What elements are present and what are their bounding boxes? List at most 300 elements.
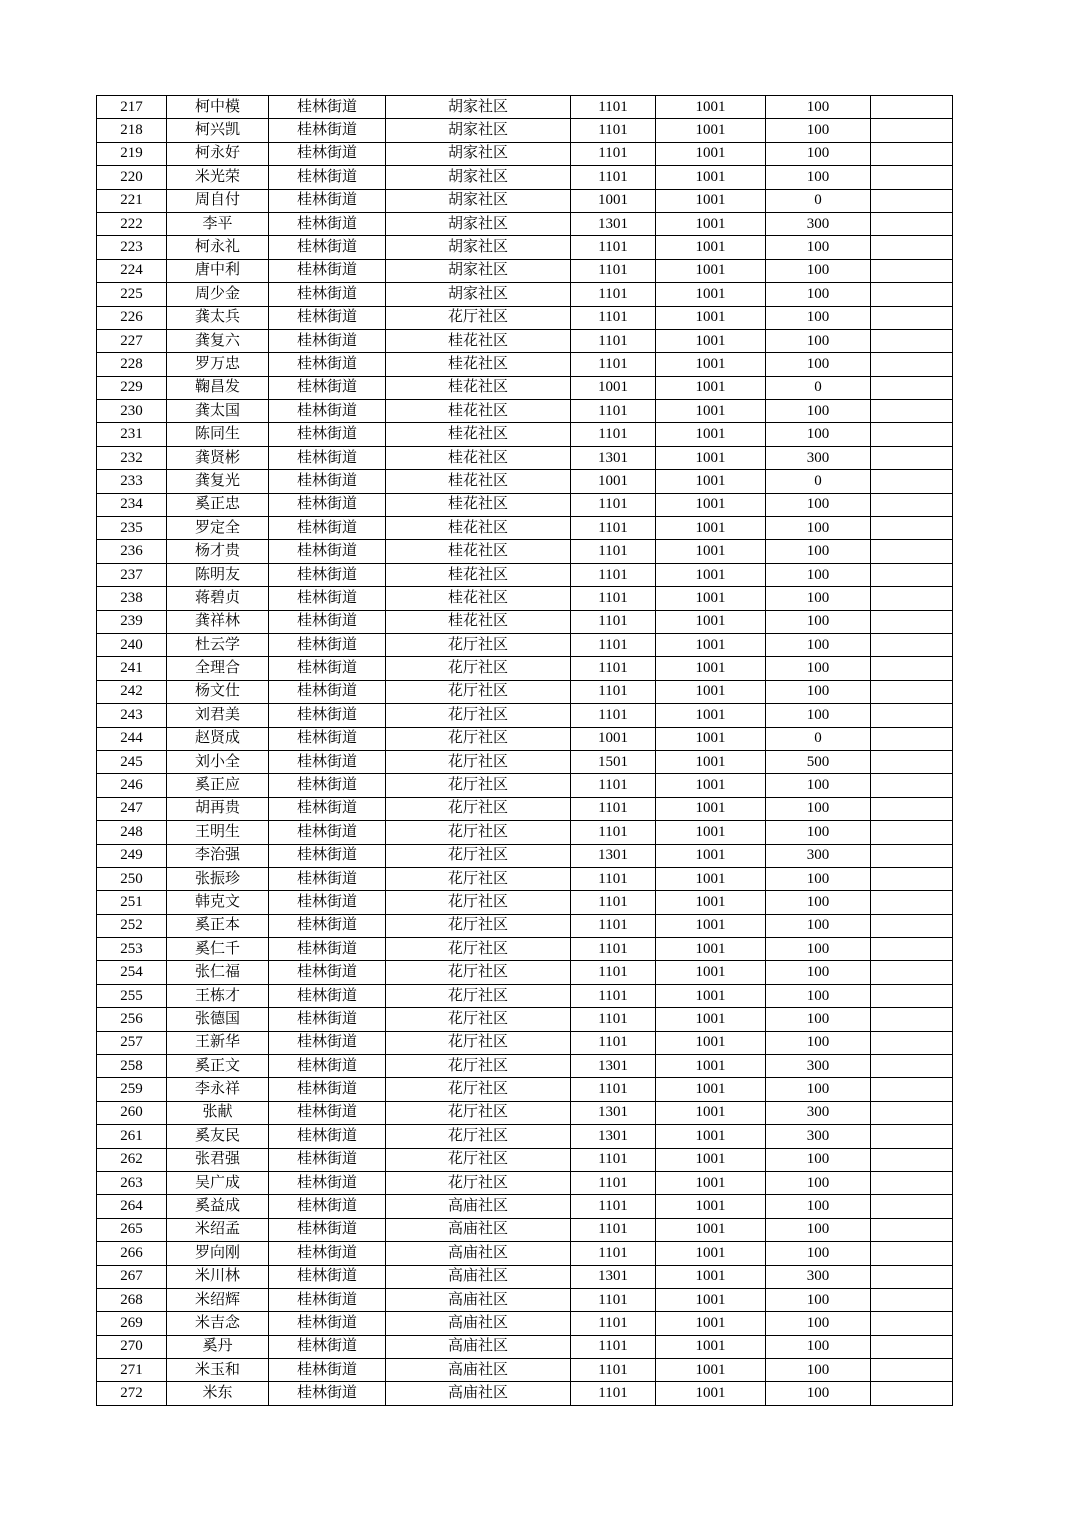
cell-code-a: 1101	[571, 119, 656, 142]
cell-name: 张德国	[167, 1008, 269, 1031]
cell-code-b: 1001	[656, 774, 766, 797]
cell-blank	[871, 1242, 953, 1265]
table-row	[97, 704, 953, 727]
cell-code-b: 1001	[656, 400, 766, 423]
cell-amount: 100	[766, 563, 871, 586]
cell-blank	[871, 657, 953, 680]
cell-street: 桂林街道	[269, 423, 386, 446]
cell-code-b: 1001	[656, 1078, 766, 1101]
cell-community: 胡家社区	[386, 119, 571, 142]
cell-street: 桂林街道	[269, 610, 386, 633]
cell-code-b: 1001	[656, 470, 766, 493]
cell-amount: 100	[766, 867, 871, 890]
cell-code-b: 1001	[656, 797, 766, 820]
cell-amount: 100	[766, 1031, 871, 1054]
data-table	[96, 95, 953, 1406]
cell-blank	[871, 1195, 953, 1218]
cell-index: 272	[97, 1382, 167, 1405]
cell-index: 263	[97, 1171, 167, 1194]
cell-index: 268	[97, 1288, 167, 1311]
cell-code-a: 1101	[571, 563, 656, 586]
cell-name: 赵贤成	[167, 727, 269, 750]
cell-community: 桂花社区	[386, 610, 571, 633]
cell-amount: 100	[766, 400, 871, 423]
cell-community: 桂花社区	[386, 587, 571, 610]
cell-code-b: 1001	[656, 750, 766, 773]
cell-community: 高庙社区	[386, 1242, 571, 1265]
cell-street: 桂林街道	[269, 657, 386, 680]
cell-code-b: 1001	[656, 1335, 766, 1358]
cell-code-b: 1001	[656, 844, 766, 867]
cell-blank	[871, 493, 953, 516]
cell-community: 花厅社区	[386, 1008, 571, 1031]
cell-code-a: 1101	[571, 657, 656, 680]
cell-community: 胡家社区	[386, 166, 571, 189]
cell-code-a: 1101	[571, 891, 656, 914]
cell-amount: 100	[766, 423, 871, 446]
cell-code-a: 1101	[571, 329, 656, 352]
cell-code-b: 1001	[656, 306, 766, 329]
cell-code-b: 1001	[656, 984, 766, 1007]
cell-name: 刘小全	[167, 750, 269, 773]
table-row	[97, 212, 953, 235]
cell-name: 杜云学	[167, 633, 269, 656]
cell-name: 杨文仕	[167, 680, 269, 703]
table-row	[97, 633, 953, 656]
cell-street: 桂林街道	[269, 376, 386, 399]
cell-street: 桂林街道	[269, 774, 386, 797]
cell-street: 桂林街道	[269, 119, 386, 142]
table-row	[97, 142, 953, 165]
table-row	[97, 774, 953, 797]
cell-street: 桂林街道	[269, 680, 386, 703]
cell-blank	[871, 704, 953, 727]
cell-code-b: 1001	[656, 1125, 766, 1148]
cell-code-a: 1101	[571, 306, 656, 329]
cell-index: 247	[97, 797, 167, 820]
cell-amount: 100	[766, 657, 871, 680]
cell-index: 242	[97, 680, 167, 703]
cell-street: 桂林街道	[269, 329, 386, 352]
cell-street: 桂林街道	[269, 446, 386, 469]
cell-amount: 100	[766, 1312, 871, 1335]
cell-code-a: 1101	[571, 236, 656, 259]
cell-index: 262	[97, 1148, 167, 1171]
cell-name: 吴广成	[167, 1171, 269, 1194]
cell-index: 240	[97, 633, 167, 656]
cell-code-b: 1001	[656, 1312, 766, 1335]
cell-street: 桂林街道	[269, 540, 386, 563]
cell-community: 桂花社区	[386, 470, 571, 493]
cell-index: 248	[97, 821, 167, 844]
cell-community: 胡家社区	[386, 142, 571, 165]
table-row	[97, 797, 953, 820]
cell-amount: 100	[766, 633, 871, 656]
cell-name: 杨才贵	[167, 540, 269, 563]
cell-blank	[871, 1171, 953, 1194]
cell-street: 桂林街道	[269, 984, 386, 1007]
cell-blank	[871, 1218, 953, 1241]
cell-amount: 300	[766, 1265, 871, 1288]
cell-community: 花厅社区	[386, 1101, 571, 1124]
cell-street: 桂林街道	[269, 1125, 386, 1148]
cell-community: 胡家社区	[386, 283, 571, 306]
cell-community: 桂花社区	[386, 400, 571, 423]
cell-index: 219	[97, 142, 167, 165]
cell-name: 米玉和	[167, 1359, 269, 1382]
table-row	[97, 680, 953, 703]
cell-blank	[871, 1125, 953, 1148]
cell-code-a: 1501	[571, 750, 656, 773]
cell-street: 桂林街道	[269, 1008, 386, 1031]
cell-street: 桂林街道	[269, 1055, 386, 1078]
cell-street: 桂林街道	[269, 750, 386, 773]
cell-code-a: 1301	[571, 1125, 656, 1148]
cell-amount: 100	[766, 1171, 871, 1194]
cell-name: 奚丹	[167, 1335, 269, 1358]
table-row	[97, 1359, 953, 1382]
table-row	[97, 1195, 953, 1218]
cell-street: 桂林街道	[269, 517, 386, 540]
cell-amount: 100	[766, 1008, 871, 1031]
cell-code-a: 1001	[571, 727, 656, 750]
cell-street: 桂林街道	[269, 1218, 386, 1241]
cell-code-a: 1101	[571, 1148, 656, 1171]
cell-blank	[871, 1382, 953, 1405]
cell-amount: 100	[766, 610, 871, 633]
cell-name: 胡再贵	[167, 797, 269, 820]
cell-code-b: 1001	[656, 283, 766, 306]
cell-amount: 100	[766, 938, 871, 961]
cell-amount: 0	[766, 727, 871, 750]
table-row	[97, 914, 953, 937]
cell-index: 235	[97, 517, 167, 540]
cell-index: 246	[97, 774, 167, 797]
cell-amount: 300	[766, 212, 871, 235]
table-row	[97, 540, 953, 563]
cell-street: 桂林街道	[269, 1148, 386, 1171]
cell-code-a: 1301	[571, 1101, 656, 1124]
cell-street: 桂林街道	[269, 1078, 386, 1101]
cell-blank	[871, 96, 953, 119]
cell-amount: 100	[766, 821, 871, 844]
cell-name: 柯中模	[167, 96, 269, 119]
cell-name: 米绍孟	[167, 1218, 269, 1241]
cell-name: 米绍辉	[167, 1288, 269, 1311]
table-row	[97, 1335, 953, 1358]
cell-index: 220	[97, 166, 167, 189]
cell-street: 桂林街道	[269, 1195, 386, 1218]
cell-amount: 100	[766, 984, 871, 1007]
table-row	[97, 1055, 953, 1078]
cell-amount: 100	[766, 1078, 871, 1101]
cell-name: 龚太兵	[167, 306, 269, 329]
cell-blank	[871, 1078, 953, 1101]
cell-code-b: 1001	[656, 517, 766, 540]
cell-amount: 300	[766, 446, 871, 469]
cell-name: 奚正应	[167, 774, 269, 797]
cell-index: 259	[97, 1078, 167, 1101]
cell-name: 李治强	[167, 844, 269, 867]
cell-blank	[871, 587, 953, 610]
cell-code-a: 1101	[571, 938, 656, 961]
table-row	[97, 563, 953, 586]
cell-code-a: 1101	[571, 633, 656, 656]
cell-name: 奚正文	[167, 1055, 269, 1078]
cell-code-b: 1001	[656, 423, 766, 446]
cell-code-a: 1101	[571, 493, 656, 516]
cell-index: 229	[97, 376, 167, 399]
cell-community: 胡家社区	[386, 96, 571, 119]
cell-community: 高庙社区	[386, 1195, 571, 1218]
table-row	[97, 1265, 953, 1288]
cell-community: 桂花社区	[386, 446, 571, 469]
cell-code-b: 1001	[656, 1101, 766, 1124]
cell-street: 桂林街道	[269, 142, 386, 165]
cell-blank	[871, 423, 953, 446]
table-row	[97, 423, 953, 446]
cell-code-a: 1101	[571, 587, 656, 610]
cell-index: 255	[97, 984, 167, 1007]
cell-street: 桂林街道	[269, 587, 386, 610]
table-row	[97, 1125, 953, 1148]
cell-street: 桂林街道	[269, 1031, 386, 1054]
cell-code-a: 1101	[571, 259, 656, 282]
cell-amount: 100	[766, 283, 871, 306]
cell-street: 桂林街道	[269, 914, 386, 937]
cell-code-a: 1101	[571, 283, 656, 306]
cell-blank	[871, 236, 953, 259]
cell-blank	[871, 353, 953, 376]
cell-community: 花厅社区	[386, 938, 571, 961]
cell-blank	[871, 821, 953, 844]
cell-code-a: 1101	[571, 984, 656, 1007]
cell-blank	[871, 891, 953, 914]
cell-blank	[871, 1031, 953, 1054]
cell-street: 桂林街道	[269, 961, 386, 984]
cell-blank	[871, 470, 953, 493]
table-row	[97, 166, 953, 189]
cell-code-a: 1101	[571, 680, 656, 703]
cell-code-a: 1101	[571, 1195, 656, 1218]
cell-name: 柯兴凯	[167, 119, 269, 142]
cell-name: 张仁福	[167, 961, 269, 984]
cell-code-a: 1101	[571, 1171, 656, 1194]
cell-street: 桂林街道	[269, 821, 386, 844]
cell-code-a: 1101	[571, 166, 656, 189]
cell-index: 230	[97, 400, 167, 423]
cell-name: 唐中利	[167, 259, 269, 282]
table-row	[97, 259, 953, 282]
cell-code-a: 1101	[571, 142, 656, 165]
cell-amount: 100	[766, 540, 871, 563]
cell-code-a: 1101	[571, 1242, 656, 1265]
cell-blank	[871, 259, 953, 282]
cell-blank	[871, 563, 953, 586]
cell-code-a: 1101	[571, 1031, 656, 1054]
cell-community: 桂花社区	[386, 329, 571, 352]
cell-name: 陈明友	[167, 563, 269, 586]
table-row	[97, 610, 953, 633]
cell-street: 桂林街道	[269, 189, 386, 212]
cell-code-b: 1001	[656, 119, 766, 142]
cell-name: 米光荣	[167, 166, 269, 189]
cell-community: 胡家社区	[386, 259, 571, 282]
cell-blank	[871, 774, 953, 797]
cell-amount: 100	[766, 1359, 871, 1382]
cell-code-a: 1001	[571, 470, 656, 493]
table-row	[97, 867, 953, 890]
cell-code-a: 1101	[571, 400, 656, 423]
cell-amount: 300	[766, 844, 871, 867]
cell-blank	[871, 750, 953, 773]
cell-name: 米东	[167, 1382, 269, 1405]
cell-index: 225	[97, 283, 167, 306]
cell-code-a: 1101	[571, 353, 656, 376]
cell-index: 250	[97, 867, 167, 890]
table-row	[97, 727, 953, 750]
cell-street: 桂林街道	[269, 283, 386, 306]
cell-index: 226	[97, 306, 167, 329]
cell-street: 桂林街道	[269, 1171, 386, 1194]
cell-code-b: 1001	[656, 1171, 766, 1194]
cell-community: 桂花社区	[386, 517, 571, 540]
cell-code-a: 1101	[571, 1359, 656, 1382]
cell-code-b: 1001	[656, 493, 766, 516]
cell-index: 243	[97, 704, 167, 727]
cell-street: 桂林街道	[269, 96, 386, 119]
cell-code-a: 1301	[571, 844, 656, 867]
cell-blank	[871, 680, 953, 703]
cell-street: 桂林街道	[269, 236, 386, 259]
cell-code-b: 1001	[656, 610, 766, 633]
cell-blank	[871, 914, 953, 937]
cell-street: 桂林街道	[269, 1359, 386, 1382]
cell-index: 232	[97, 446, 167, 469]
cell-code-a: 1101	[571, 797, 656, 820]
cell-index: 271	[97, 1359, 167, 1382]
cell-index: 257	[97, 1031, 167, 1054]
cell-blank	[871, 142, 953, 165]
cell-blank	[871, 283, 953, 306]
cell-code-b: 1001	[656, 376, 766, 399]
cell-amount: 100	[766, 329, 871, 352]
cell-index: 231	[97, 423, 167, 446]
cell-amount: 0	[766, 376, 871, 399]
cell-index: 266	[97, 1242, 167, 1265]
cell-community: 花厅社区	[386, 750, 571, 773]
cell-community: 桂花社区	[386, 563, 571, 586]
table-row	[97, 938, 953, 961]
cell-code-a: 1101	[571, 610, 656, 633]
table-row	[97, 329, 953, 352]
cell-amount: 100	[766, 119, 871, 142]
cell-index: 265	[97, 1218, 167, 1241]
cell-name: 李永祥	[167, 1078, 269, 1101]
cell-index: 245	[97, 750, 167, 773]
cell-amount: 0	[766, 470, 871, 493]
cell-street: 桂林街道	[269, 1101, 386, 1124]
cell-name: 罗定全	[167, 517, 269, 540]
cell-street: 桂林街道	[269, 470, 386, 493]
cell-street: 桂林街道	[269, 1242, 386, 1265]
cell-code-a: 1101	[571, 914, 656, 937]
cell-code-a: 1101	[571, 540, 656, 563]
cell-index: 221	[97, 189, 167, 212]
table-row	[97, 1242, 953, 1265]
cell-community: 花厅社区	[386, 1148, 571, 1171]
cell-index: 239	[97, 610, 167, 633]
cell-code-b: 1001	[656, 587, 766, 610]
cell-code-b: 1001	[656, 680, 766, 703]
cell-index: 269	[97, 1312, 167, 1335]
cell-index: 253	[97, 938, 167, 961]
cell-amount: 100	[766, 1382, 871, 1405]
cell-name: 米川林	[167, 1265, 269, 1288]
cell-name: 全理合	[167, 657, 269, 680]
cell-code-b: 1001	[656, 938, 766, 961]
cell-name: 奚正本	[167, 914, 269, 937]
cell-community: 高庙社区	[386, 1382, 571, 1405]
cell-street: 桂林街道	[269, 212, 386, 235]
table-row	[97, 961, 953, 984]
cell-code-a: 1301	[571, 1055, 656, 1078]
cell-community: 花厅社区	[386, 657, 571, 680]
table-row	[97, 1382, 953, 1405]
cell-code-a: 1101	[571, 774, 656, 797]
cell-code-b: 1001	[656, 1218, 766, 1241]
table-row	[97, 353, 953, 376]
cell-blank	[871, 119, 953, 142]
cell-community: 花厅社区	[386, 961, 571, 984]
cell-code-a: 1001	[571, 189, 656, 212]
cell-community: 花厅社区	[386, 1125, 571, 1148]
cell-name: 米吉念	[167, 1312, 269, 1335]
cell-code-b: 1001	[656, 236, 766, 259]
cell-code-b: 1001	[656, 821, 766, 844]
cell-amount: 100	[766, 1148, 871, 1171]
cell-community: 花厅社区	[386, 1031, 571, 1054]
cell-index: 267	[97, 1265, 167, 1288]
cell-code-b: 1001	[656, 867, 766, 890]
cell-code-b: 1001	[656, 1148, 766, 1171]
cell-code-b: 1001	[656, 329, 766, 352]
cell-community: 胡家社区	[386, 236, 571, 259]
cell-amount: 100	[766, 961, 871, 984]
cell-community: 高庙社区	[386, 1335, 571, 1358]
cell-code-a: 1101	[571, 517, 656, 540]
cell-street: 桂林街道	[269, 1382, 386, 1405]
cell-community: 花厅社区	[386, 680, 571, 703]
cell-code-b: 1001	[656, 1265, 766, 1288]
cell-amount: 100	[766, 680, 871, 703]
cell-blank	[871, 1008, 953, 1031]
cell-community: 高庙社区	[386, 1359, 571, 1382]
table-row	[97, 891, 953, 914]
table-body	[97, 96, 953, 1406]
cell-amount: 100	[766, 587, 871, 610]
cell-community: 花厅社区	[386, 1055, 571, 1078]
cell-amount: 100	[766, 1195, 871, 1218]
cell-amount: 100	[766, 96, 871, 119]
table-row	[97, 119, 953, 142]
cell-name: 奚仁千	[167, 938, 269, 961]
table-row	[97, 1288, 953, 1311]
cell-street: 桂林街道	[269, 633, 386, 656]
cell-blank	[871, 1335, 953, 1358]
cell-amount: 100	[766, 1218, 871, 1241]
cell-amount: 100	[766, 236, 871, 259]
